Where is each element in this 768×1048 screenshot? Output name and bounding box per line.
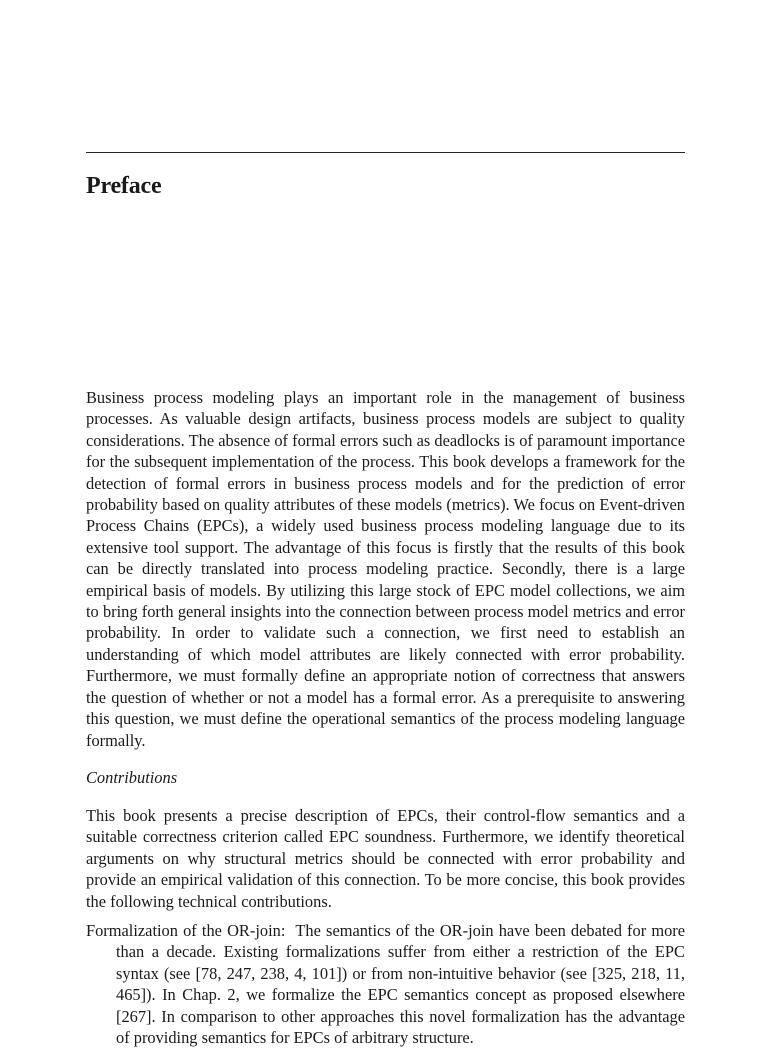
contribution-item-text: The semantics of the OR-join have been debated for more than a decade. Existing formalizations suffer from either a restriction of the EPC syntax (see [78, 247, 238, 4, 101]) or from non-intuitive behavior (see [325, 218, 11, 465]). In Chap. 2, we formalize the EPC semantics concept as proposed elsewhere [267]. In comparison to other approaches this novel formalization has the advantage of providing semantics for EPCs of arbitrary structure. (116, 921, 685, 1048)
contributions-heading: Contributions (86, 768, 178, 787)
contribution-item-label: Formalization of the OR-join: (86, 921, 286, 940)
intro-paragraph: Business process modeling plays an important role in the management of business processes. As valuable design artifacts, business process models are subject to quality considerations. The absence of formal errors such as deadlocks is of paramount importance for the subsequent implementation of the process. This book develops a framework for the detection of formal errors in business process models and for the prediction of error probability based on quality attributes of these models (metrics). We focus on Event-driven Process Chains (EPCs), a widely used business process modeling language due to its extensive tool support. The advantage of this focus is firstly that the results of this book can be directly translated into process modeling practice. Secondly, there is a large empirical basis of models. By utilizing this large stock of EPC model collections, we aim to bring forth general insights into the connection between process model metrics and error probability. In order to validate such a connection, we first need to establish an understanding of which model attributes are likely connected with error probability. Furthermore, we must formally define an appropriate notion of correctness that answers the question of whether or not a model has a formal error. As a prerequisite to answering this question, we must define the operational semantics of the process modeling language formally. (86, 388, 685, 750)
chapter-rule (86, 152, 685, 153)
contribution-item (86, 920, 685, 1048)
chapter-title: Preface (86, 173, 162, 199)
contributions-paragraph: This book presents a precise description of EPCs, their control-flow semantics and a suitable correctness criterion called EPC soundness. Furthermore, we identify theoretical arguments on why structural metrics should be connected with error probability and provide an empirical validation of this connection. To be more concise, this book provides the following technical contributions. (86, 806, 685, 911)
